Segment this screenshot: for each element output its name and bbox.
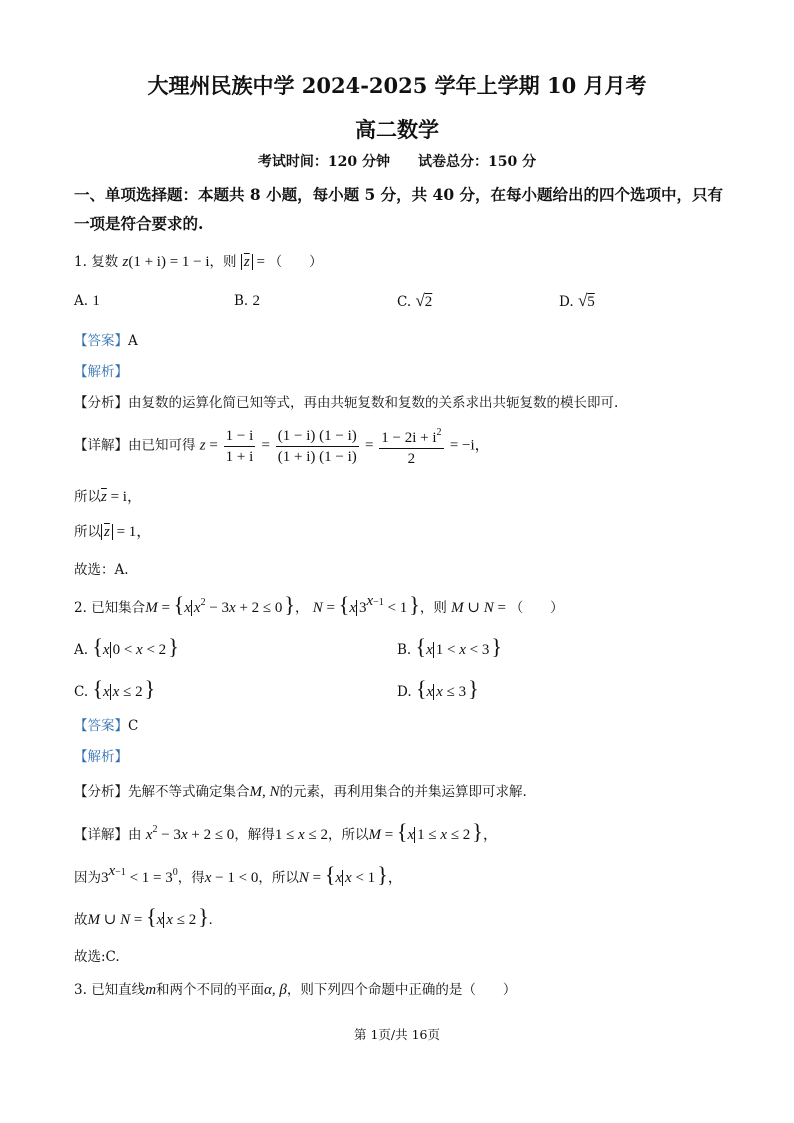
option-label: C. bbox=[74, 684, 89, 700]
option-formula: {x 0 < x < 2} bbox=[92, 634, 179, 659]
fraction: $\frac{1 - i}{1 + i}$ bbox=[225, 427, 254, 465]
option-b[interactable] bbox=[397, 634, 502, 660]
analysis-tag: 【解析】 bbox=[74, 364, 128, 380]
formula: = i， bbox=[106, 489, 142, 505]
formula: N bbox=[120, 912, 131, 928]
question-2-stem bbox=[74, 592, 564, 618]
formula: = bbox=[365, 437, 378, 454]
detail-text: 由 bbox=[128, 827, 142, 843]
formula: = −i， bbox=[449, 437, 490, 454]
fenxi-line bbox=[74, 780, 527, 801]
fenxi-line bbox=[74, 391, 618, 411]
formula: $\overline{z}$ bbox=[101, 489, 107, 505]
detail-tag: 【详解】 bbox=[74, 437, 128, 454]
step-text: 因为 bbox=[74, 870, 101, 886]
formula: m bbox=[145, 982, 157, 998]
exam-title: 大理州民族中学 2024-2025 学年上学期 10 月月考 bbox=[147, 73, 647, 98]
answer-value: A bbox=[128, 333, 138, 349]
detail-line bbox=[74, 423, 490, 469]
stem-text: 复数 bbox=[91, 254, 119, 270]
formula: ∪ bbox=[100, 912, 121, 928]
stem-text: ，则 bbox=[419, 600, 447, 616]
answer-tag: 【答案】 bbox=[74, 333, 128, 349]
fenxi-text: 先解不等式确定集合 bbox=[128, 784, 250, 800]
question-3-stem bbox=[74, 978, 516, 999]
step-because bbox=[74, 862, 403, 888]
choose-line: 故选：A. bbox=[74, 562, 129, 578]
stem-text: ， bbox=[294, 600, 309, 616]
step-text: 故 bbox=[74, 912, 88, 928]
option-formula: {x x ≤ 3} bbox=[415, 676, 479, 701]
fraction: $\frac{1 - 2i + i^2}{2}$ bbox=[379, 423, 443, 469]
option-label: A. bbox=[74, 642, 89, 658]
question-1-stem bbox=[74, 250, 323, 271]
formula: $\overline{z}$ bbox=[101, 524, 113, 540]
fenxi-text: 的元素，再利用集合的并集运算即可求解. bbox=[279, 784, 527, 800]
sqrt-symbol: √ bbox=[415, 291, 425, 310]
stem-text: （ ） bbox=[509, 600, 564, 616]
option-label: D. bbox=[397, 684, 412, 700]
formula: N bbox=[312, 600, 323, 616]
step-text: 所以 bbox=[74, 489, 101, 505]
formula: M bbox=[145, 600, 158, 616]
formula: , bbox=[271, 982, 280, 998]
option-c[interactable] bbox=[397, 291, 432, 311]
step-text: 所以 bbox=[74, 524, 101, 540]
step-union bbox=[74, 904, 213, 930]
detail-tag: 【详解】 bbox=[74, 827, 128, 843]
question-number: 1. bbox=[74, 254, 87, 270]
analysis-tag: 【解析】 bbox=[74, 749, 128, 765]
formula: α bbox=[264, 982, 272, 998]
formula-abs-conj-z: $\overline{z}$ bbox=[241, 254, 253, 270]
detail-text: ，所以 bbox=[327, 827, 369, 843]
option-formula: {x 1 < x < 3} bbox=[415, 634, 502, 659]
step-text: ，得 bbox=[177, 870, 205, 886]
option-d[interactable] bbox=[397, 676, 479, 702]
stem-text: ，则 bbox=[209, 254, 237, 270]
option-label: B. bbox=[234, 293, 249, 309]
detail-text: ，解得 bbox=[234, 827, 275, 843]
detail-line bbox=[74, 819, 498, 845]
stem-text: 已知集合 bbox=[91, 600, 146, 616]
formula: = {x x < 1}， bbox=[308, 862, 403, 887]
formula: = {x $3^{x-1} < 1$} bbox=[322, 592, 420, 617]
formula: = {x x ≤ 2}. bbox=[130, 904, 213, 929]
formula: = bbox=[261, 437, 274, 454]
fenxi-text: 由复数的运算化简已知等式，再由共轭复数和复数的关系求出共轭复数的模长即可. bbox=[128, 395, 619, 411]
stem-text: 和两个不同的平面 bbox=[156, 982, 265, 998]
answer-tag: 【答案】 bbox=[74, 718, 128, 734]
formula: = 1， bbox=[112, 524, 152, 540]
section-heading-line2: 一项是符合要求的. bbox=[74, 214, 204, 233]
formula: β bbox=[279, 982, 287, 998]
option-label: B. bbox=[397, 642, 412, 658]
question-number: 2. bbox=[74, 600, 87, 616]
answer-value: C bbox=[128, 718, 139, 734]
fraction: $\frac{(1 - i) (1 - i)}{(1 + i) (1 - i)}$ bbox=[277, 427, 357, 465]
formula: ∪ bbox=[463, 600, 484, 616]
option-label: D. bbox=[559, 294, 574, 310]
step-conj bbox=[74, 485, 142, 506]
formula: N bbox=[269, 784, 280, 800]
answer-line bbox=[74, 714, 138, 734]
option-d[interactable] bbox=[559, 291, 595, 311]
option-c[interactable] bbox=[74, 676, 155, 702]
step-text: ，所以 bbox=[258, 870, 299, 886]
formula: M bbox=[451, 600, 464, 616]
formula: z bbox=[199, 437, 206, 454]
formula: = {x 1 ≤ x ≤ 2}， bbox=[380, 819, 498, 844]
fenxi-tag: 【分析】 bbox=[74, 784, 128, 800]
formula: M bbox=[87, 912, 100, 928]
step-modulus bbox=[74, 520, 151, 541]
formula: M bbox=[249, 784, 262, 800]
option-a[interactable] bbox=[74, 293, 100, 310]
formula: , bbox=[262, 784, 270, 800]
formula: $x^2 - 3x + 2 \le 0$ bbox=[145, 824, 235, 843]
choose-line: 故选:C. bbox=[74, 949, 120, 965]
page-footer: 第 1页/共 16页 bbox=[353, 1027, 441, 1042]
formula: M bbox=[368, 827, 381, 843]
option-text: 5 bbox=[587, 294, 595, 310]
exam-info: 考试时间：120 分钟 试卷总分：150 分 bbox=[257, 154, 537, 170]
formula: z bbox=[122, 254, 129, 270]
option-label: A. bbox=[74, 293, 89, 309]
option-text: 2 bbox=[424, 294, 433, 310]
option-b[interactable] bbox=[234, 293, 260, 310]
answer-line bbox=[74, 329, 138, 349]
option-text: 1 bbox=[92, 293, 100, 309]
formula: (1 + i) = 1 − i bbox=[128, 254, 210, 270]
subject-title: 高二数学 bbox=[355, 117, 439, 142]
formula: = bbox=[493, 600, 510, 616]
question-number: 3. bbox=[74, 982, 87, 998]
formula: N bbox=[483, 600, 494, 616]
option-label: C. bbox=[397, 294, 412, 310]
formula: x − 1 < 0 bbox=[204, 870, 259, 886]
option-a[interactable] bbox=[74, 634, 179, 660]
formula: = bbox=[252, 254, 269, 270]
stem-text: ，则下列四个命题中正确的是（ ） bbox=[286, 982, 517, 998]
formula: $3^{x-1} < 1 = 3^0$ bbox=[101, 863, 178, 886]
detail-text: 由已知可得 bbox=[128, 437, 196, 454]
stem-text: 已知直线 bbox=[91, 982, 146, 998]
fenxi-tag: 【分析】 bbox=[74, 395, 128, 411]
formula: = {x $x^2 - 3x + 2 \le 0$} bbox=[157, 592, 295, 617]
formula: = bbox=[205, 437, 222, 454]
option-text: 2 bbox=[252, 293, 261, 309]
option-formula: {x x ≤ 2} bbox=[92, 676, 156, 701]
section-heading-line1: 一、单项选择题：本题共 8 小题，每小题 5 分，共 40 分，在每小题给出的四个选项中，只有 bbox=[74, 185, 724, 204]
stem-text: （ ） bbox=[268, 254, 323, 270]
sqrt-symbol: √ bbox=[577, 291, 588, 310]
formula: 1 ≤ x ≤ 2 bbox=[274, 827, 328, 843]
formula: N bbox=[298, 870, 309, 886]
